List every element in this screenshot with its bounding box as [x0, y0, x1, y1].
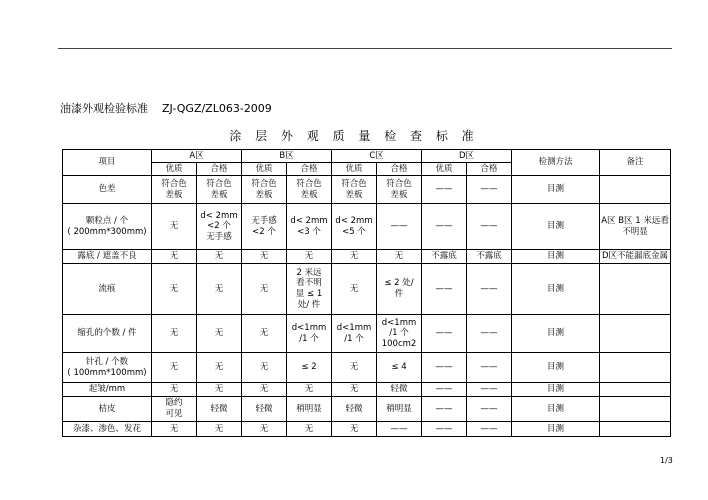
header-zone-c-good: 优质: [332, 163, 377, 176]
cell-d-good: ——: [422, 353, 467, 383]
cell-method: 目测: [512, 315, 600, 353]
cell-d-good: ——: [422, 315, 467, 353]
cell-b-pass: 2 米远 看不明 显 ≤ 1 处/ 件: [287, 264, 332, 315]
cell-a-pass: 无: [197, 315, 242, 353]
cell-method: 目测: [512, 383, 600, 397]
cell-b-pass: 稍明显: [287, 397, 332, 422]
cell-a-good: 无: [152, 383, 197, 397]
cell-c-good: 无: [332, 264, 377, 315]
cell-a-good: 隐约 可见: [152, 397, 197, 422]
cell-method: 目测: [512, 176, 600, 204]
header-zone-d-pass: 合格: [467, 163, 512, 176]
cell-b-pass: d<1mm /1 个: [287, 315, 332, 353]
cell-item: 露底 / 遮盖不良: [63, 250, 152, 264]
cell-item: 流痕: [63, 264, 152, 315]
cell-d-pass: 不露底: [467, 250, 512, 264]
cell-a-pass: 无: [197, 383, 242, 397]
table-row: [63, 176, 671, 204]
table-row: [63, 264, 671, 315]
header-zone-d-good: 优质: [422, 163, 467, 176]
cell-method: 目测: [512, 353, 600, 383]
cell-a-pass: 无: [197, 264, 242, 315]
cell-a-pass: 无: [197, 250, 242, 264]
table-row: [63, 315, 671, 353]
header-zone-a-pass: 合格: [197, 163, 242, 176]
cell-d-good: ——: [422, 383, 467, 397]
cell-b-good: 符合色 差板: [242, 176, 287, 204]
cell-item: 缩孔的个数 / 件: [63, 315, 152, 353]
cell-item: 针孔 / 个数 ( 100mm*100mm): [63, 353, 152, 383]
table-row: [63, 397, 671, 422]
cell-c-pass: ——: [377, 204, 422, 250]
cell-b-pass: 符合色 差板: [287, 176, 332, 204]
cell-item: 杂漆、渗色、发花: [63, 422, 152, 437]
cell-b-good: 无: [242, 315, 287, 353]
table-row: [63, 422, 671, 437]
cell-d-good: ——: [422, 204, 467, 250]
cell-a-good: 无: [152, 250, 197, 264]
table-row: [63, 204, 671, 250]
cell-d-pass: ——: [467, 264, 512, 315]
page-number: 1/3: [660, 456, 673, 465]
cell-c-good: d<1mm /1 个: [332, 315, 377, 353]
header-zone-b-pass: 合格: [287, 163, 332, 176]
cell-method: 目测: [512, 422, 600, 437]
cell-remark: [600, 353, 671, 383]
cell-c-pass: ≤ 4: [377, 353, 422, 383]
cell-d-good: ——: [422, 264, 467, 315]
cell-c-good: 无: [332, 250, 377, 264]
cell-remark: A区 B区 1 米远看 不明显: [600, 204, 671, 250]
table-title: 涂 层 外 观 质 量 检 查 标 准: [229, 129, 479, 143]
header-zone-d: D区: [422, 150, 512, 163]
cell-c-good: 轻微: [332, 397, 377, 422]
cell-b-pass: 无: [287, 422, 332, 437]
cell-a-good: 无: [152, 204, 197, 250]
cell-method: 目测: [512, 264, 600, 315]
cell-method: 目测: [512, 397, 600, 422]
cell-c-pass: 符合色 差板: [377, 176, 422, 204]
cell-d-pass: ——: [467, 204, 512, 250]
document-heading: [60, 100, 272, 116]
cell-d-good: ——: [422, 397, 467, 422]
cell-c-pass: 无: [377, 250, 422, 264]
cell-a-pass: 轻微: [197, 397, 242, 422]
cell-remark: [600, 397, 671, 422]
cell-remark: [600, 383, 671, 397]
document-code: ZJ-QGZ/ZL063-2009: [162, 102, 272, 115]
cell-a-good: 无: [152, 422, 197, 437]
cell-c-good: 符合色 差板: [332, 176, 377, 204]
cell-b-good: 无: [242, 264, 287, 315]
cell-a-pass: d< 2mm <2 个 无手感: [197, 204, 242, 250]
header-zone-c: C区: [332, 150, 422, 163]
header-item: 项目: [63, 150, 152, 176]
cell-d-pass: ——: [467, 315, 512, 353]
cell-remark: D区不能漏底金属: [600, 250, 671, 264]
cell-remark: [600, 176, 671, 204]
cell-a-good: 无: [152, 315, 197, 353]
cell-item: 桔皮: [63, 397, 152, 422]
cell-b-pass: 无: [287, 250, 332, 264]
cell-c-pass: 稍明显: [377, 397, 422, 422]
cell-b-good: 无: [242, 353, 287, 383]
cell-a-good: 无: [152, 353, 197, 383]
cell-d-pass: ——: [467, 353, 512, 383]
cell-b-good: 无: [242, 383, 287, 397]
cell-d-pass: ——: [467, 422, 512, 437]
cell-remark: [600, 264, 671, 315]
cell-a-pass: 无: [197, 422, 242, 437]
table-row: [63, 353, 671, 383]
cell-a-pass: 符合色 差板: [197, 176, 242, 204]
header-zone-a-good: 优质: [152, 163, 197, 176]
cell-d-good: ——: [422, 422, 467, 437]
cell-remark: [600, 422, 671, 437]
cell-method: 目测: [512, 204, 600, 250]
cell-d-pass: ——: [467, 383, 512, 397]
inspection-standard-table: [62, 149, 671, 437]
header-remark: 备注: [600, 150, 671, 176]
cell-c-good: 无: [332, 353, 377, 383]
cell-b-good: 无手感 <2 个: [242, 204, 287, 250]
cell-method: 目测: [512, 250, 600, 264]
cell-d-good: ——: [422, 176, 467, 204]
cell-remark: [600, 315, 671, 353]
cell-item: 起皱/mm: [63, 383, 152, 397]
header-row-zones: [63, 150, 671, 163]
cell-d-pass: ——: [467, 397, 512, 422]
cell-a-good: 无: [152, 264, 197, 315]
cell-c-pass: ——: [377, 422, 422, 437]
header-zone-b-good: 优质: [242, 163, 287, 176]
table-row: [63, 250, 671, 264]
cell-b-good: 无: [242, 422, 287, 437]
cell-a-pass: 无: [197, 353, 242, 383]
cell-c-pass: ≤ 2 处/ 件: [377, 264, 422, 315]
cell-b-pass: ≤ 2: [287, 353, 332, 383]
header-zone-b: B区: [242, 150, 332, 163]
header-zone-a: A区: [152, 150, 242, 163]
cell-b-good: 轻微: [242, 397, 287, 422]
cell-b-pass: 无: [287, 383, 332, 397]
cell-b-good: 无: [242, 250, 287, 264]
document-title: 油漆外观检验标准: [60, 102, 148, 115]
table-row: [63, 383, 671, 397]
header-zone-c-pass: 合格: [377, 163, 422, 176]
cell-c-good: 无: [332, 383, 377, 397]
cell-a-good: 符合色 差板: [152, 176, 197, 204]
cell-b-pass: d< 2mm <3 个: [287, 204, 332, 250]
cell-c-pass: d<1mm /1 个 100cm2: [377, 315, 422, 353]
cell-d-pass: ——: [467, 176, 512, 204]
top-rule: [58, 48, 672, 49]
cell-item: 颗粒点 / 个 ( 200mm*300mm): [63, 204, 152, 250]
cell-c-good: d< 2mm <5 个: [332, 204, 377, 250]
cell-item: 色差: [63, 176, 152, 204]
header-method: 检测方法: [512, 150, 600, 176]
cell-c-pass: 轻微: [377, 383, 422, 397]
cell-c-good: 无: [332, 422, 377, 437]
cell-d-good: 不露底: [422, 250, 467, 264]
